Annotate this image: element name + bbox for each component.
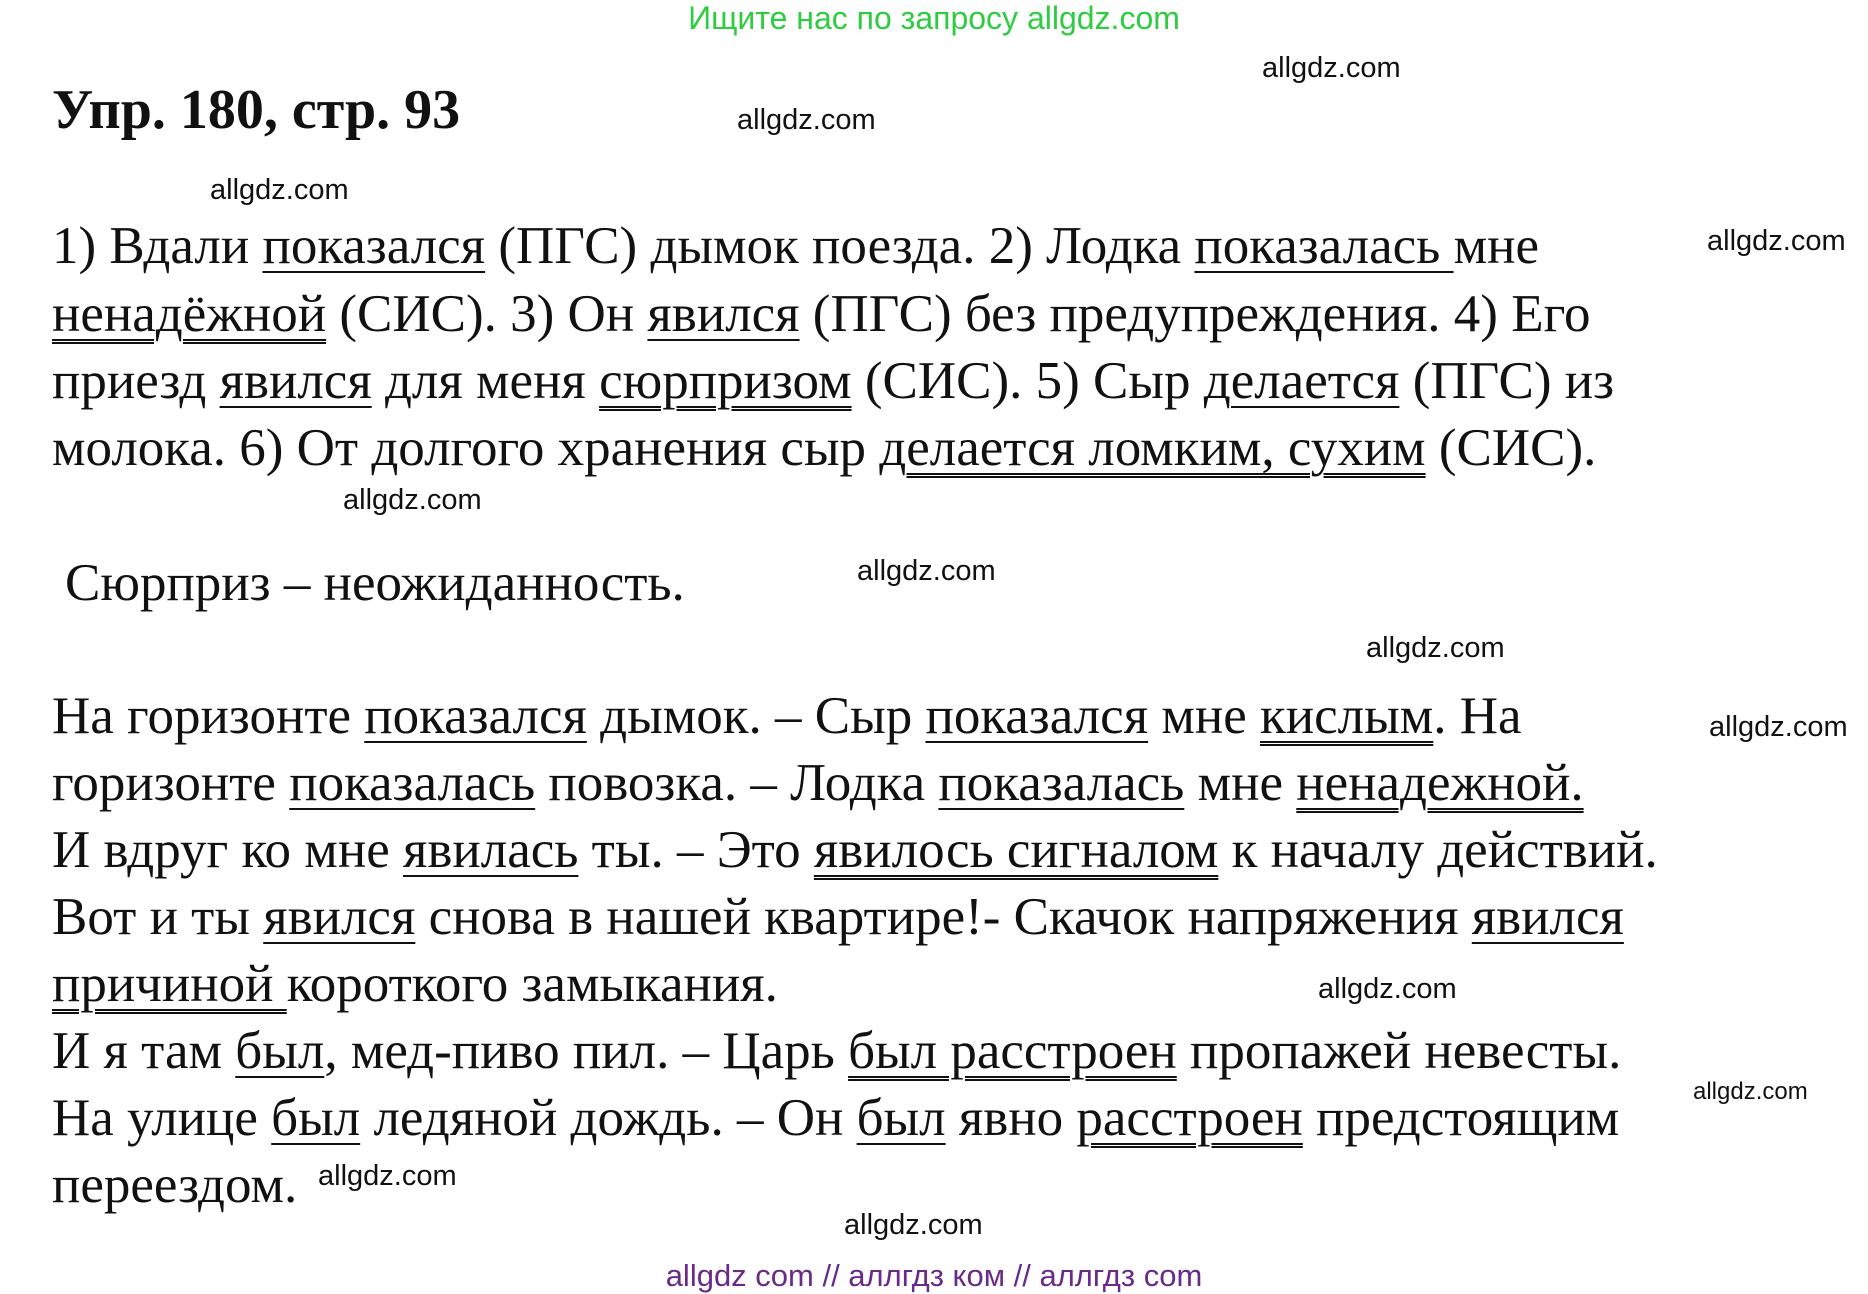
underlined-word: явилось сигналом (813, 821, 1219, 879)
text-line (52, 821, 1658, 879)
underlined-word: явился (263, 888, 416, 946)
watermark: allgdz.com (343, 484, 482, 516)
underlined-word: показалась (1194, 217, 1454, 275)
text-segment: повозка. – Лодка (535, 754, 939, 812)
underlined-word: расстроен (1076, 1089, 1303, 1147)
text-line (52, 217, 1540, 275)
underlined-word: показался (925, 687, 1149, 745)
underlined-word: показалась (938, 754, 1185, 812)
underlined-word: был (235, 1022, 325, 1080)
watermark: allgdz.com (1318, 973, 1457, 1005)
underlined-word: причиной (52, 955, 287, 1013)
text-segment: явно (945, 1089, 1077, 1147)
underlined-word: показался (262, 217, 486, 275)
text-segment: для меня (371, 352, 600, 410)
watermark: allgdz.com (737, 104, 876, 136)
text-segment: снова в нашей квартире!- Скачок напряжения (415, 888, 1472, 946)
page-title: Упр. 180, стр. 93 (52, 79, 461, 141)
text-line (52, 955, 778, 1013)
definition-text: Сюрприз – неожиданность. (65, 554, 685, 612)
top-banner: Ищите нас по запросу allgdz.com (688, 0, 1180, 36)
text-segment: На горизонте (52, 687, 365, 745)
text-segment: молока. 6) От долгого хранения сыр (52, 419, 880, 477)
underlined-word: явился (647, 285, 800, 343)
text-segment: На улице (52, 1089, 272, 1147)
text-segment: короткого замыкания. (286, 955, 778, 1013)
watermark: allgdz.com (1709, 711, 1848, 743)
text-segment: И я там (52, 1022, 236, 1080)
text-segment: приезд (52, 352, 220, 410)
text-line (52, 419, 1597, 477)
underlined-word: был (856, 1089, 946, 1147)
text-segment: (ПГС) дымок поезда. 2) Лодка (485, 217, 1195, 275)
text-line (52, 1089, 1620, 1147)
text-segment: (СИС). 3) Он (326, 285, 648, 343)
text-segment: мне (1453, 217, 1540, 275)
text-segment: И вдруг ко мне (52, 821, 403, 879)
underlined-word: явился (219, 352, 372, 410)
text-segment: (ПГС) без предупреждения. 4) Его (799, 285, 1591, 343)
text-line (52, 888, 1624, 946)
text-segment: Вот и ты (52, 888, 264, 946)
text-segment: предстоящим (1302, 1089, 1620, 1147)
text-segment: (ПГС) из (1399, 352, 1615, 410)
text-line (52, 1156, 298, 1214)
underlined-word: сюрпризом (599, 352, 852, 410)
underlined-word: был расстроен (848, 1022, 1177, 1080)
text-segment: пропажей невесты. (1176, 1022, 1622, 1080)
text-segment: (СИС). 5) Сыр (851, 352, 1204, 410)
text-line (52, 1022, 1622, 1080)
text-segment: горизонте (52, 754, 290, 812)
underlined-word: делается (1203, 352, 1400, 410)
watermark: allgdz.com (1262, 52, 1401, 84)
underlined-word: показался (364, 687, 587, 745)
text-line (52, 285, 1591, 343)
watermark: allgdz.com (844, 1209, 983, 1241)
text-segment: дымок. – Сыр (586, 687, 926, 745)
text-line (52, 754, 1584, 812)
watermark: allgdz.com (1707, 225, 1846, 257)
underlined-word: делается ломким, сухим (879, 419, 1426, 477)
watermark: allgdz.com (1366, 632, 1505, 664)
underlined-word: явился (1471, 888, 1624, 946)
text-segment: 1) Вдали (52, 217, 263, 275)
text-segment: мне (1148, 687, 1261, 745)
underlined-word: был (271, 1089, 361, 1147)
text-segment: переездом. (52, 1156, 298, 1214)
text-segment: ты. – Это (578, 821, 814, 879)
underlined-word: показалась (289, 754, 536, 812)
text-line (52, 352, 1615, 410)
underlined-word: явилась (402, 821, 579, 879)
underlined-word: кислым (1260, 687, 1434, 745)
text-segment: (СИС). (1425, 419, 1597, 477)
watermark: allgdz.com (857, 555, 996, 587)
footer-links: allgdz com // аллгдз ком // аллгдз com (665, 1258, 1203, 1293)
underlined-word: ненадежной. (1296, 754, 1584, 812)
underlined-word: ненадёжной (52, 285, 327, 343)
text-segment: мне (1184, 754, 1297, 812)
text-segment: ледяной дождь. – Он (360, 1089, 857, 1147)
watermark: allgdz.com (318, 1160, 457, 1192)
text-line (52, 687, 1522, 745)
watermark: allgdz.com (1693, 1078, 1808, 1105)
text-segment: , мед-пиво пил. – Царь (324, 1022, 849, 1080)
text-segment: к началу действий. (1218, 821, 1658, 879)
watermark: allgdz.com (210, 174, 349, 206)
text-segment: . На (1433, 687, 1522, 745)
